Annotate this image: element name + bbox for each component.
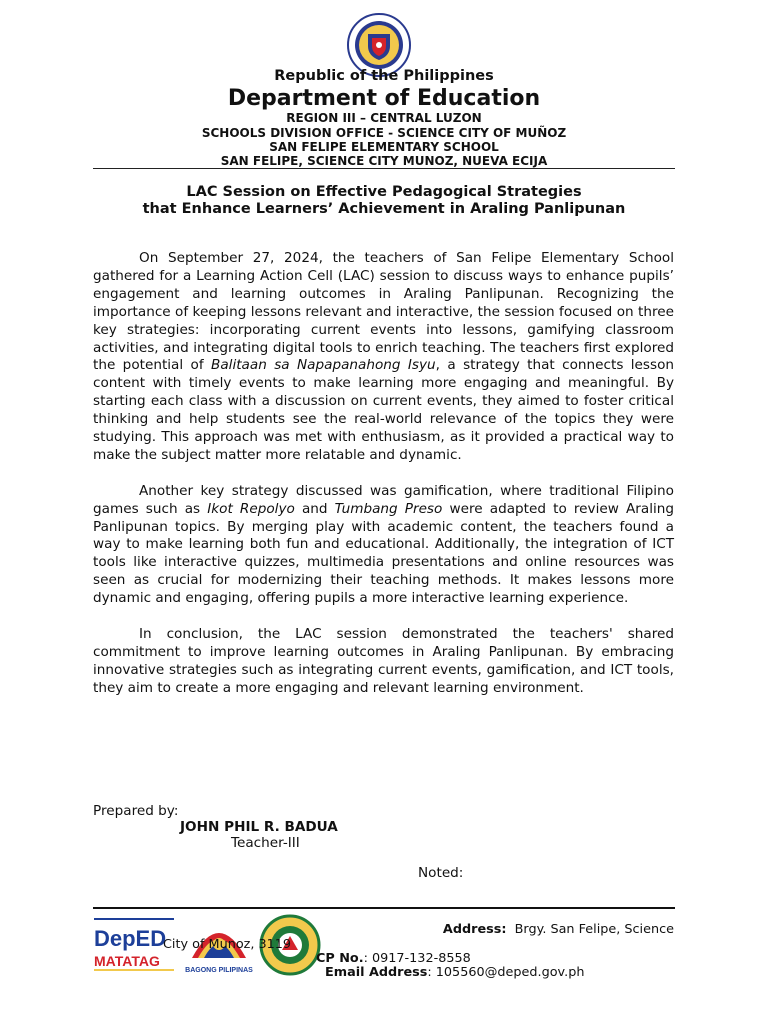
deped-logo-text: DepED <box>94 926 167 951</box>
prepared-by-label: Prepared by: <box>93 803 179 819</box>
region-line: REGION III – CENTRAL LUZON <box>286 111 482 125</box>
footer-address-line-2: City of Munoz, 3119 <box>163 937 292 952</box>
footer-divider <box>93 907 675 909</box>
republic-heading: Republic of the Philippines <box>274 68 494 84</box>
footer-phone <box>316 951 471 966</box>
email-value: : 105560@deped.gov.ph <box>427 965 585 980</box>
address-value: Brgy. San Felipe, Science <box>514 922 674 937</box>
p1-text-a: On September 27, 2024, the teachers of San Felipe Elementary School gathered for a Learning Action Cell (LAC) session to discuss ways to enhance pupils’ engagement and learning outcomes in Araling Panlipunan. Recognizing the importance of keeping lessons relevant and interactive, the session focused on three key strategies: incorporating current events into lessons, gamifying classroom activities, and integrating digital tools to enrich teaching. The teachers first explored the potential of <box>93 250 674 374</box>
body-paragraph-1 <box>93 250 674 465</box>
department-heading: Department of Education <box>227 86 541 111</box>
body-paragraph-3: In conclusion, the LAC session demonstrated the teachers' shared commitment to improve learning outcomes in Araling Panlipunan. By embracing innovative strategies such as integrating current events, gamification, and ICT tools, they aim to create a more engaging and relevant learning environment. <box>93 626 674 696</box>
preparer-name: JOHN PHIL R. BADUA <box>180 819 338 835</box>
p2-text-b: were adapted to review Araling Panlipunan topics. By merging play with academic content, the teachers found a way to make learning both fun and educational. Additionally, the integration of ICT tools like interactive quizzes, multimedia presentations and online resources was seen as crucial for modernizing their teaching methods. It makes lessons more dynamic and engaging, offering pupils a more interactive learning experience. <box>93 500 674 607</box>
location-line: SAN FELIPE, SCIENCE CITY MUNOZ, NUEVA ECIJA <box>220 154 548 168</box>
p2-and: and <box>294 500 335 517</box>
noted-label: Noted: <box>418 865 464 881</box>
phone-value: : 0917-132-8558 <box>363 951 471 966</box>
p2-text-a: Another key strategy discussed was gamification, where traditional Filipino games such as <box>93 482 674 517</box>
school-line: SAN FELIPE ELEMENTARY SCHOOL <box>269 140 499 154</box>
matatag-logo-text: MATATAG <box>94 953 160 969</box>
document-title <box>93 184 675 218</box>
p1-text-b: , a strategy that connects lesson content with timely events to make learning more engaging and meaningful. By starting each class with a discussion on current events, they aimed to foster critical thinking and help students see the real-world relevance of the topics they were studying. This approach was met with enthusiasm, as it provided a practical way to make the subject matter more relatable and dynamic. <box>93 357 675 463</box>
footer-email <box>325 965 584 980</box>
title-line-1: LAC Session on Effective Pedagogical Strategies <box>186 184 582 200</box>
preparer-role: Teacher-III <box>231 835 300 851</box>
bagong-pilipinas-text: BAGONG PILIPINAS <box>185 967 253 974</box>
p2-emphasis-1: Ikot Repolyo <box>207 500 295 517</box>
document-body <box>93 250 674 716</box>
footer-address <box>443 922 674 937</box>
address-label: Address: <box>442 922 507 937</box>
phone-label: CP No. <box>316 951 364 966</box>
p1-emphasis: Balitaan sa Napapanahong Isyu <box>211 357 436 374</box>
email-label: Email Address <box>325 965 428 980</box>
body-paragraph-2 <box>93 483 674 608</box>
division-line: SCHOOLS DIVISION OFFICE - SCIENCE CITY OF MUÑOZ <box>201 126 567 140</box>
title-line-2: that Enhance Learners’ Achievement in Araling Panlipunan <box>142 201 626 217</box>
p2-emphasis-2: Tumbang Preso <box>334 500 443 517</box>
header-divider <box>93 168 675 169</box>
